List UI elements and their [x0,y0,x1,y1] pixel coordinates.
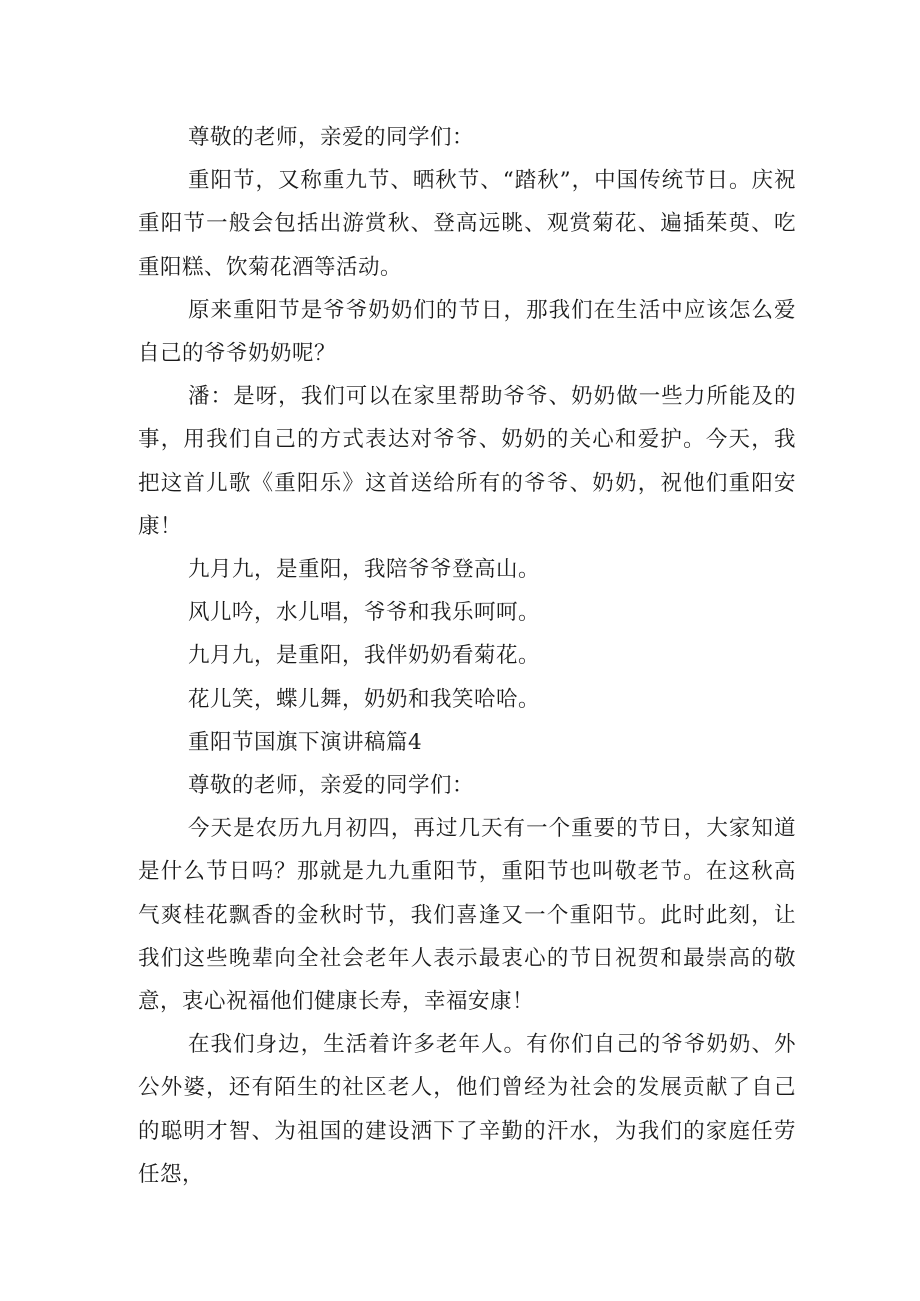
poem-line-1: 九月九，是重阳，我陪爷爷登高山。 [188,557,541,583]
poem-line-3: 九月九，是重阳，我伴奶奶看菊花。 [188,643,541,669]
paragraph-today: 今天是农历九月初四，再过几天有一个重要的节日，大家知道是什么节日吗？那就是九九重阳节，重阳节也叫敬老节。在这秋高气爽桂花飘香的金秋时节，我们喜逢又一个重阳节。此时此刻，让我们这些晚辈向全社会老年人表示最衷心的节日祝贺和最崇高的敬意，衷心祝福他们健康长寿，幸福安康！ [138,816,796,1015]
paragraph-elders: 在我们身边，生活着许多老年人。有你们自己的爷爷奶奶、外公外婆，还有陌生的社区老人，他们曾经为社会的发展贡献了自己的聪明才智、为祖国的建设洒下了辛勤的汗水，为我们的家庭任劳任怨， [138,1032,796,1187]
paragraph-pan-reply: 潘：是呀，我们可以在家里帮助爷爷、奶奶做一些力所能及的事，用我们自己的方式表达对爷爷、奶奶的关心和爱护。今天，我把这首儿歌《重阳乐》这首送给所有的爷爷、奶奶，祝他们重阳安康！ [138,384,796,539]
paragraph-greeting-2: 尊敬的老师，亲爱的同学们： [188,773,475,799]
poem-line-2: 风儿吟，水儿唱，爷爷和我乐呵呵。 [188,600,541,626]
poem-line-4: 花儿笑，蝶儿舞，奶奶和我笑哈哈。 [188,686,541,712]
paragraph-question: 原来重阳节是爷爷奶奶们的节日，那我们在生活中应该怎么爱自己的爷爷奶奶呢？ [138,297,796,367]
section-heading: 重阳节国旗下演讲稿篇4 [188,729,423,755]
paragraph-festival-intro: 重阳节，又称重九节、晒秋节、“踏秋”，中国传统节日。庆祝重阳节一般会包括出游赏秋、登高远眺、观赏菊花、遍插茱萸、吃重阳糕、饮菊花酒等活动。 [138,168,796,280]
paragraph-greeting: 尊敬的老师，亲爱的同学们： [188,125,475,150]
